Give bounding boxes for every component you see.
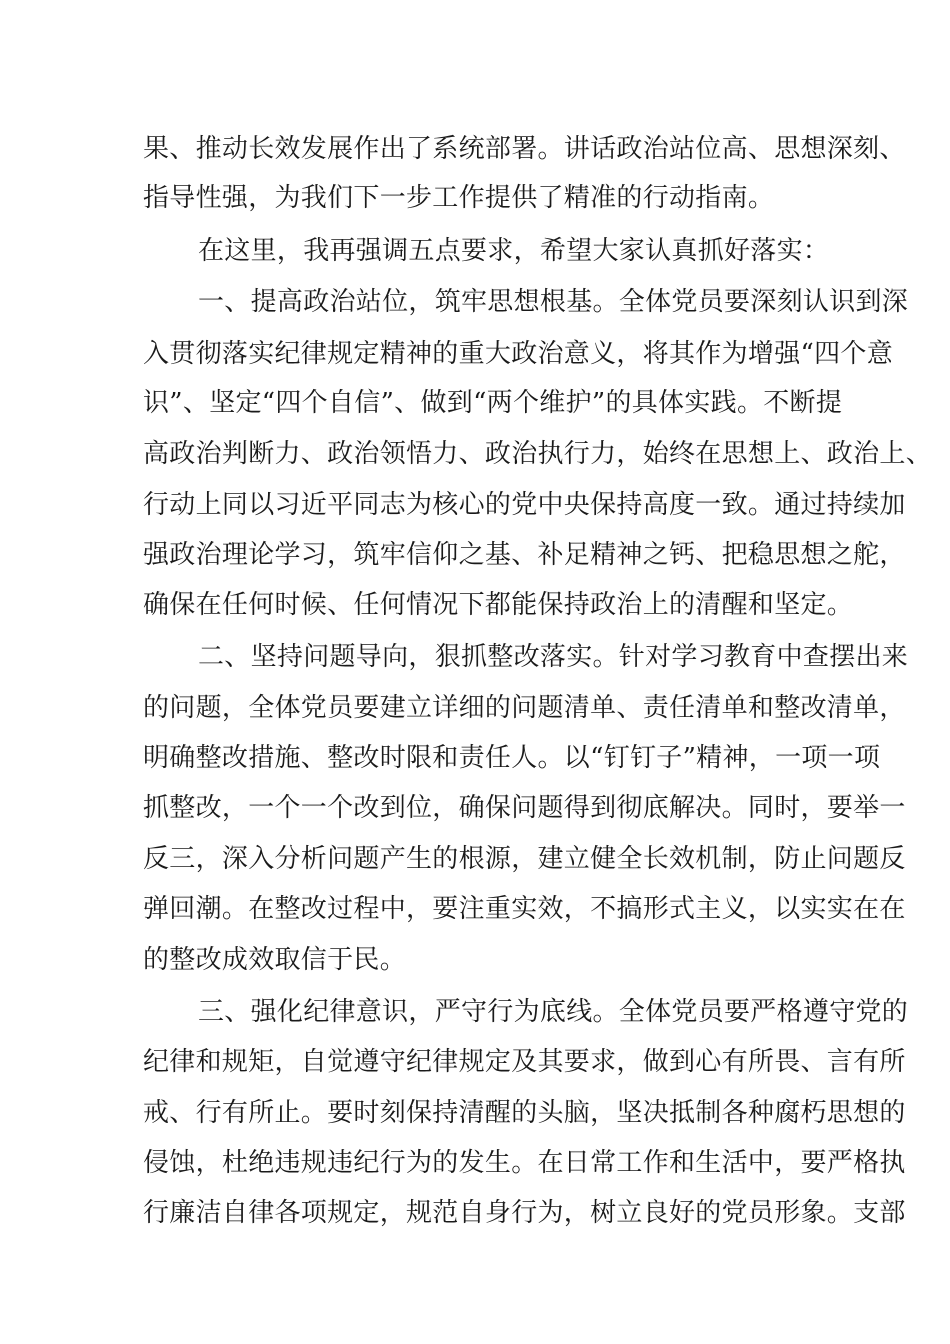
- text-line: 戒、行有所止。要时刻保持清醒的头脑，坚决抵制各种腐朽思想的: [143, 1098, 906, 1128]
- text-line: 确保在任何时候、任何情况下都能保持政治上的清醒和坚定。: [143, 590, 854, 620]
- section-one-heading-line: 一、提高政治站位，筑牢思想根基。全体党员要深刻认识到深: [198, 287, 909, 317]
- text-line: 的问题，全体党员要建立详细的问题清单、责任清单和整改清单，: [143, 693, 906, 723]
- text-line: 的整改成效取信于民。: [143, 945, 407, 975]
- text-line: 高政治判断力、政治领悟力、政治执行力，始终在思想上、政治上、: [143, 439, 933, 469]
- text-line: 反三，深入分析问题产生的根源，建立健全长效机制，防止问题反: [143, 844, 906, 874]
- section-two-heading-line: 二、坚持问题导向，狠抓整改落实。针对学习教育中查摆出来: [198, 642, 909, 672]
- text-line: 指导性强，为我们下一步工作提供了精准的行动指南。: [143, 183, 775, 213]
- text-line: 行廉洁自律各项规定，规范自身行为，树立良好的党员形象。支部: [143, 1198, 906, 1228]
- text-line: 识”、坚定“四个自信”、做到“两个维护”的具体实践。不断提: [143, 388, 843, 418]
- section-three-heading-line: 三、强化纪律意识，严守行为底线。全体党员要严格遵守党的: [198, 997, 909, 1027]
- text-line: 行动上同以习近平同志为核心的党中央保持高度一致。通过持续加: [143, 490, 906, 520]
- text-line: 弹回潮。在整改过程中，要注重实效，不搞形式主义，以实实在在: [143, 894, 906, 924]
- text-line: 强政治理论学习，筑牢信仰之基、补足精神之钙、把稳思想之舵，: [143, 540, 906, 570]
- text-line: 抓整改，一个一个改到位，确保问题得到彻底解决。同时，要举一: [143, 793, 906, 823]
- paragraph-intro: 在这里，我再强调五点要求，希望大家认真抓好落实：: [198, 236, 830, 266]
- text-line: 明确整改措施、整改时限和责任人。以“钉钉子”精神，一项一项: [143, 743, 881, 773]
- text-line: 侵蚀，杜绝违规违纪行为的发生。在日常工作和生活中，要严格执: [143, 1148, 906, 1178]
- text-line: 入贯彻落实纪律规定精神的重大政治意义，将其作为增强“四个意: [143, 339, 893, 369]
- text-line: 纪律和规矩，自觉遵守纪律规定及其要求，做到心有所畏、言有所: [143, 1047, 906, 1077]
- text-line: 果、推动长效发展作出了系统部署。讲话政治站位高、思想深刻、: [143, 134, 906, 164]
